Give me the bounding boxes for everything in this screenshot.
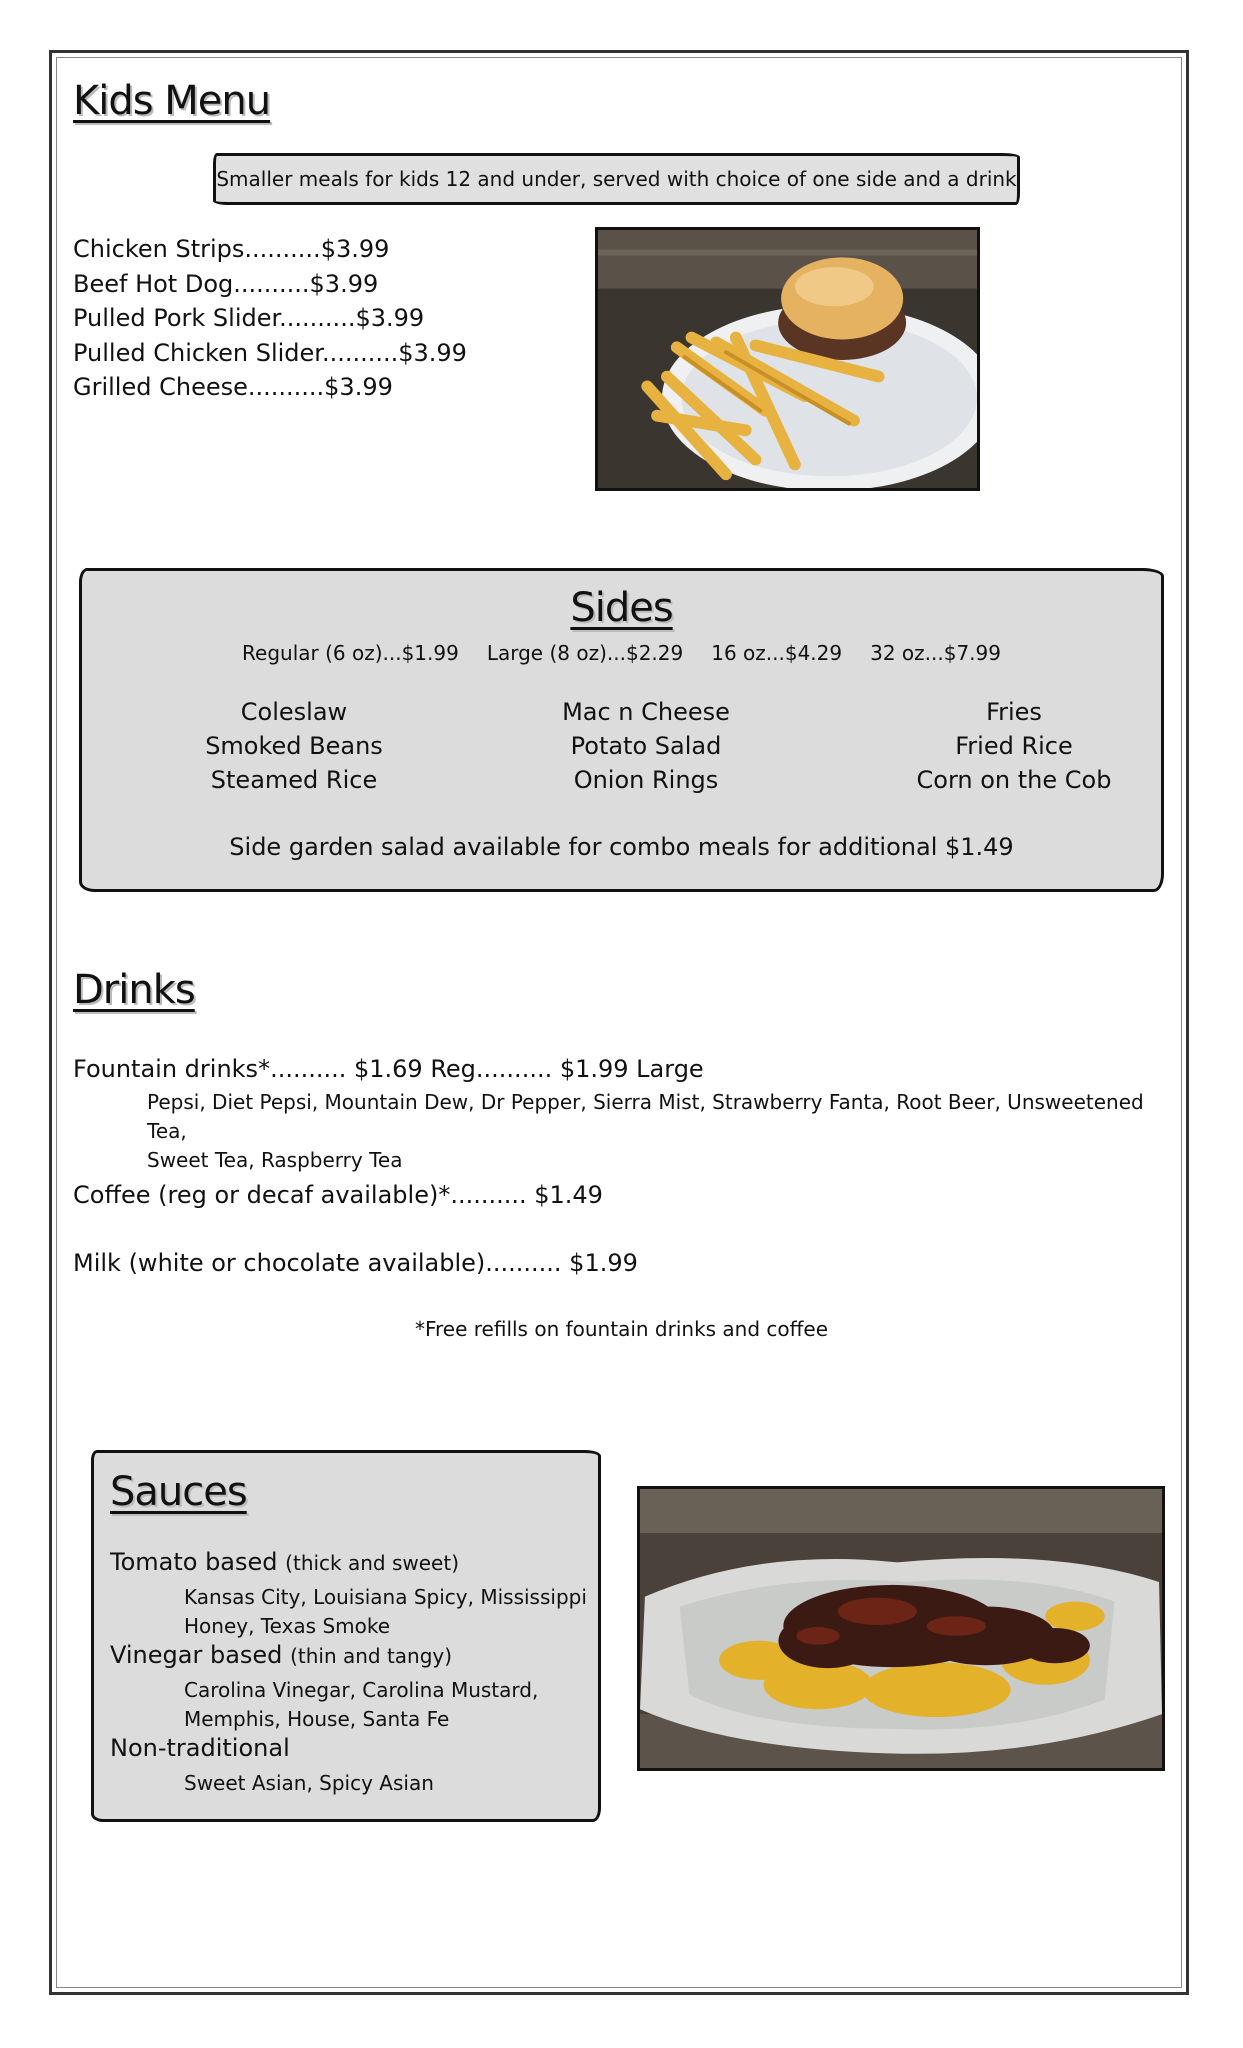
- nontraditional-sauce-list: [184, 1769, 434, 1798]
- kids-menu-list: [73, 232, 467, 405]
- vinegar-sauce-category: [110, 1641, 452, 1669]
- tomato-sauce-category: [110, 1548, 459, 1576]
- sauce-list-line: Sweet Asian, Spicy Asian: [184, 1771, 434, 1795]
- side-item: Smoked Beans: [205, 732, 383, 760]
- side-size-32oz: 32 oz...$7.99: [870, 641, 1001, 665]
- fountain-drinks-list-line: Sweet Tea, Raspberry Tea: [147, 1148, 403, 1172]
- kids-menu-title: Kids Menu: [73, 78, 271, 124]
- side-item: Corn on the Cob: [916, 766, 1112, 794]
- loaded-fries-photo: [637, 1486, 1165, 1771]
- sauce-list-line: Carolina Vinegar, Carolina Mustard,: [184, 1678, 539, 1702]
- milk-price: Milk (white or chocolate available).......... $1.99: [73, 1249, 638, 1277]
- sauce-list-line: Kansas City, Louisiana Spicy, Mississippi: [184, 1585, 587, 1609]
- sides-column-1: [184, 695, 404, 797]
- tomato-sauce-label: Tomato based: [110, 1548, 278, 1576]
- side-item: Coleslaw: [240, 698, 348, 726]
- kids-menu-item: Pulled Pork Slider..........$3.99: [73, 304, 425, 332]
- vinegar-sauce-desc: (thin and tangy): [290, 1644, 453, 1668]
- sauce-list-line: Honey, Texas Smoke: [184, 1614, 391, 1638]
- free-refills-note: *Free refills on fountain drinks and coffee: [414, 1317, 829, 1341]
- side-item: Potato Salad: [570, 732, 722, 760]
- tomato-sauce-desc: (thick and sweet): [285, 1551, 459, 1575]
- side-size-prices: [82, 641, 1161, 665]
- nontraditional-sauce-label: Non-traditional: [110, 1734, 290, 1762]
- side-size-large: Large (8 oz)...$2.29: [486, 641, 684, 665]
- sauce-list-line: Memphis, House, Santa Fe: [184, 1707, 450, 1731]
- coffee-price: Coffee (reg or decaf available)*.......... $1.49: [73, 1181, 603, 1209]
- kids-menu-item: Pulled Chicken Slider..........$3.99: [73, 338, 467, 367]
- fountain-drinks-price: Fountain drinks*.......... $1.69 Reg.......... $1.99 Large: [73, 1055, 704, 1083]
- sides-title: Sides: [570, 585, 673, 631]
- side-item: Fried Rice: [955, 732, 1073, 760]
- slider-and-fries-photo: [595, 227, 980, 491]
- fountain-drinks-list: [147, 1088, 1147, 1175]
- side-item: Mac n Cheese: [562, 698, 730, 726]
- kids-menu-item: Beef Hot Dog..........$3.99: [73, 269, 379, 298]
- kids-menu-note: Smaller meals for kids 12 and under, served with choice of one side and a drink: [213, 153, 1020, 205]
- sides-panel: [79, 568, 1164, 892]
- tomato-sauce-list: [184, 1583, 587, 1641]
- sauces-panel: [91, 1450, 601, 1822]
- side-size-regular: Regular (6 oz)...$1.99: [242, 641, 459, 665]
- sides-salad-note: Side garden salad available for combo meals for additional $1.49: [229, 833, 1014, 861]
- kids-menu-item: Chicken Strips..........$3.99: [73, 235, 390, 263]
- sides-column-3: [904, 695, 1124, 797]
- sauces-title: Sauces: [110, 1469, 247, 1515]
- kids-menu-item: Grilled Cheese..........$3.99: [73, 373, 393, 401]
- drinks-title: Drinks: [73, 967, 195, 1013]
- vinegar-sauce-list: [184, 1676, 538, 1734]
- sides-column-2: [536, 695, 756, 797]
- side-item: Steamed Rice: [210, 766, 378, 794]
- side-item: Onion Rings: [573, 766, 719, 794]
- nontraditional-sauce-category: [110, 1734, 290, 1762]
- fountain-drinks-list-line: Pepsi, Diet Pepsi, Mountain Dew, Dr Pepper, Sierra Mist, Strawberry Fanta, Root Beer, Unsweetened Tea,: [147, 1090, 1144, 1143]
- side-item: Fries: [986, 698, 1042, 726]
- side-size-16oz: 16 oz...$4.29: [711, 641, 843, 665]
- vinegar-sauce-label: Vinegar based: [110, 1641, 283, 1669]
